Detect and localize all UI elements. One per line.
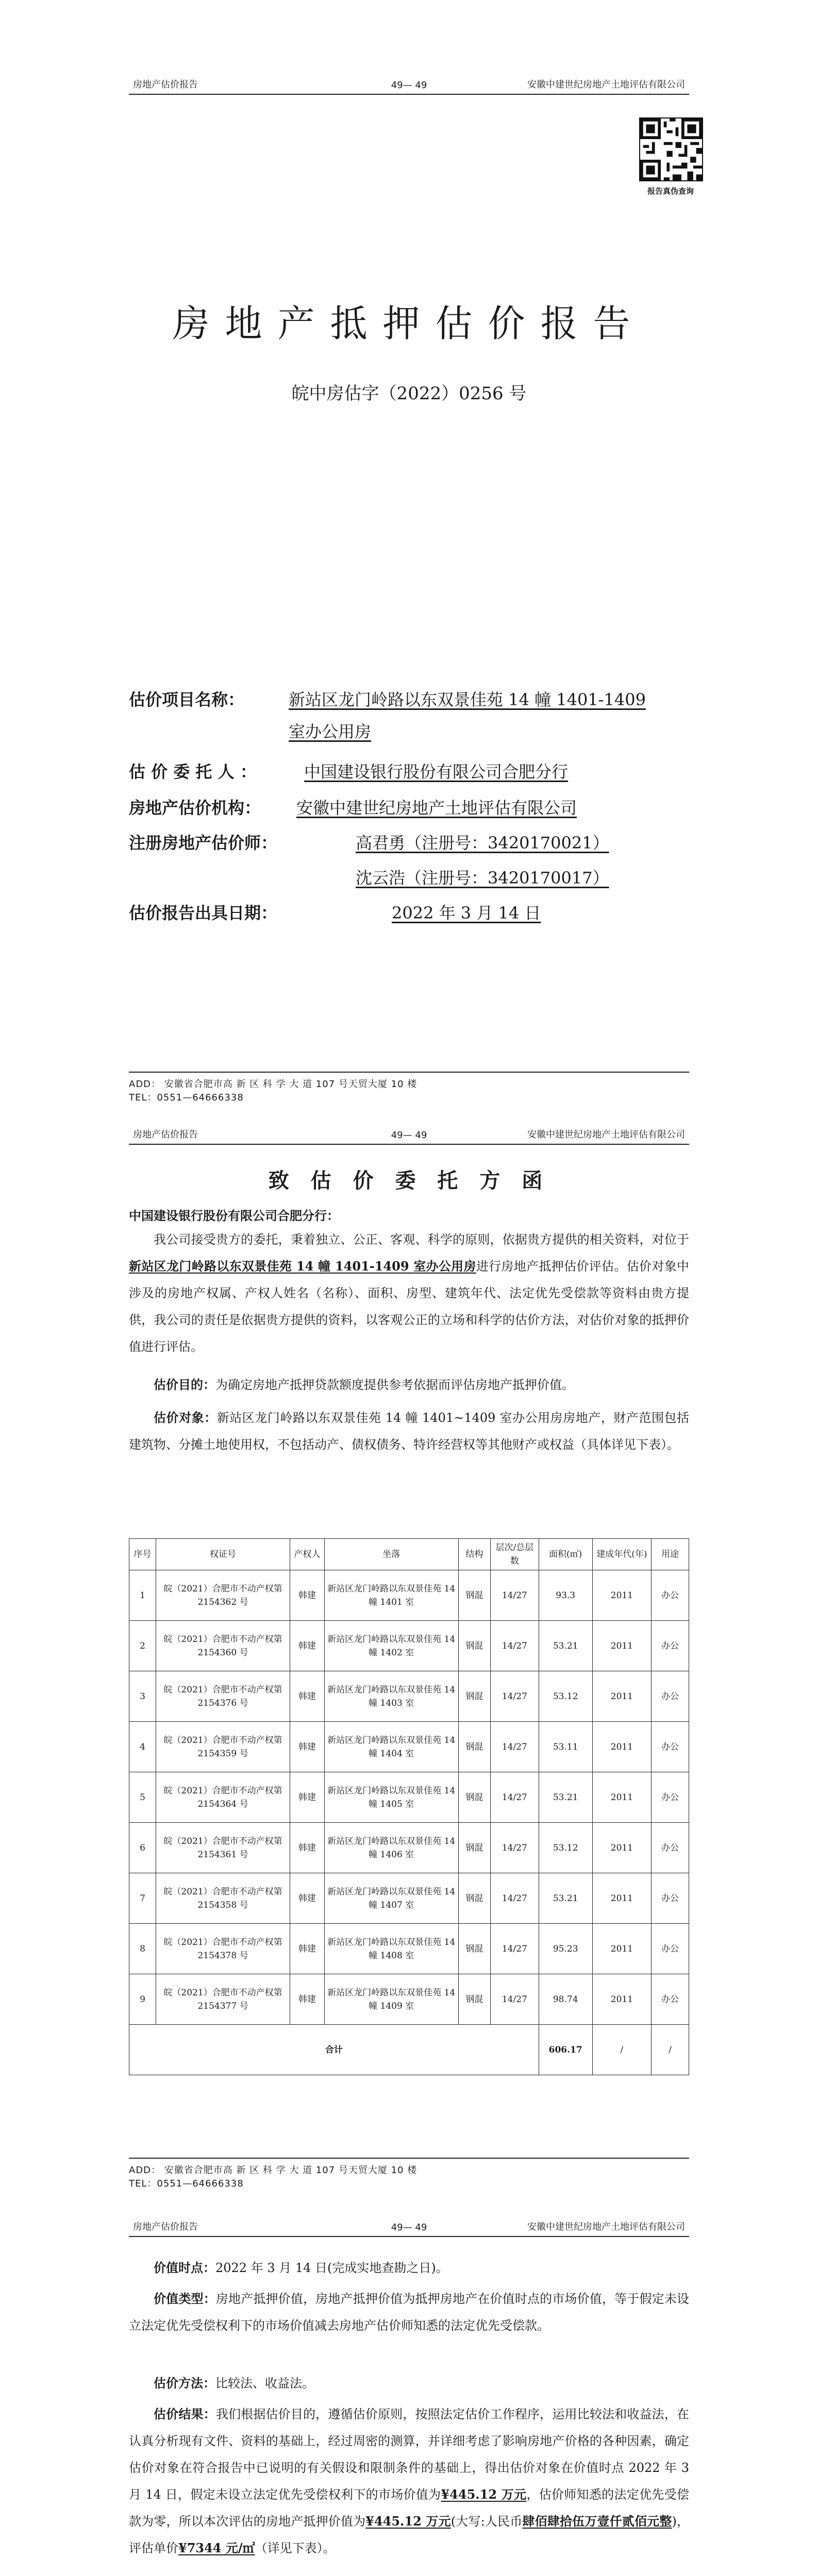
cell-use: 办公 [652, 1924, 689, 1974]
table-row [129, 1772, 689, 1823]
cell-use: 办公 [652, 1621, 689, 1671]
cell-year: 2011 [592, 1873, 651, 1924]
cell-owner: 韩建 [290, 1621, 325, 1671]
cell-year: 2011 [592, 1722, 651, 1772]
cell-cert: 皖（2021）合肥市不动产权第 2154378 号 [156, 1924, 290, 1974]
cell-use: 办公 [652, 1974, 689, 2025]
footer-address: ADD： 安徽省合肥市高 新 区 科 学 大 道 107 号天贸大厦 10 楼 [129, 2165, 418, 2176]
cell-owner: 韩建 [290, 1873, 325, 1924]
cell-no: 8 [129, 1924, 156, 1974]
cell-struct: 钢混 [458, 1823, 490, 1873]
cell-floor: 14/27 [491, 1772, 539, 1823]
cell-struct: 钢混 [458, 1772, 490, 1823]
total-dash-2: / [652, 2025, 689, 2075]
property-table [129, 1538, 689, 2075]
value-page [0, 2221, 818, 2576]
cell-loc: 新站区龙门岭路以东双景佳苑 14 幢 1404 室 [324, 1722, 458, 1772]
page-header [129, 77, 689, 95]
page-header [129, 2219, 689, 2237]
th-floor: 层次/总层数 [491, 1539, 539, 1570]
cell-area: 53.12 [539, 1823, 592, 1873]
cell-no: 6 [129, 1823, 156, 1873]
value-time-paragraph: 价值时点：2022 年 3 月 14 日(完成实地查勘之日)。 [154, 2260, 448, 2275]
cell-cert: 皖（2021）合肥市不动产权第 2154359 号 [156, 1722, 290, 1772]
cell-floor: 14/27 [491, 1823, 539, 1873]
cell-struct: 钢混 [458, 1722, 490, 1772]
cell-no: 7 [129, 1873, 156, 1924]
total-area: 606.17 [539, 2025, 592, 2075]
total-label: 合计 [129, 2025, 539, 2075]
cell-no: 9 [129, 1974, 156, 2025]
table-total-row [129, 2025, 689, 2075]
cell-struct: 钢混 [458, 1974, 490, 2025]
cell-area: 53.12 [539, 1671, 592, 1722]
cell-floor: 14/27 [491, 1873, 539, 1924]
table-row [129, 1823, 689, 1873]
th-no: 序号 [129, 1539, 156, 1570]
page-footer [129, 2158, 689, 2194]
header-page-number: 49— 49 [391, 1130, 427, 1141]
cell-floor: 14/27 [491, 1570, 539, 1621]
header-left: 房地产估价报告 [133, 2222, 198, 2232]
cell-loc: 新站区龙门岭路以东双景佳苑 14 幢 1408 室 [324, 1924, 458, 1974]
cell-no: 3 [129, 1671, 156, 1722]
agency-value: 安徽中建世纪房地产土地评估有限公司 [296, 798, 577, 818]
cell-cert: 皖（2021）合肥市不动产权第 2154377 号 [156, 1974, 290, 2025]
cell-year: 2011 [592, 1621, 651, 1671]
cell-use: 办公 [652, 1772, 689, 1823]
cell-year: 2011 [592, 1823, 651, 1873]
cell-loc: 新站区龙门岭路以东双景佳苑 14 幢 1406 室 [324, 1823, 458, 1873]
cell-owner: 韩建 [290, 1570, 325, 1621]
cell-cert: 皖（2021）合肥市不动产权第 2154358 号 [156, 1873, 290, 1924]
cell-floor: 14/27 [491, 1671, 539, 1722]
cell-loc: 新站区龙门岭路以东双景佳苑 14 幢 1402 室 [324, 1621, 458, 1671]
cell-area: 53.21 [539, 1873, 592, 1924]
header-company: 安徽中建世纪房地产土地评估有限公司 [527, 2222, 685, 2232]
letter-title: 致 估 价 委 托 方 函 [268, 1168, 550, 1193]
project-label: 估价项目名称： [129, 690, 245, 709]
letter-page [0, 1128, 818, 2221]
cell-year: 2011 [592, 1924, 651, 1974]
cell-struct: 钢混 [458, 1671, 490, 1722]
cell-area: 98.74 [539, 1974, 592, 2025]
cell-cert: 皖（2021）合肥市不动产权第 2154362 号 [156, 1570, 290, 1621]
letter-paragraph-1: 我公司接受贵方的委托，秉着独立、公正、客观、科学的原则，依据贵方提供的相关资料，对位于新站区龙门岭路以东双景佳苑 14 幢 1401-1409 室办公用房进行房地产抵押估价评估。估价对象中涉及的房地产权属、产权人姓名（名称）、面积、房型、建筑年代、法定优先受偿款等资料由贵方提供，我公司的责任是依据贵方提供的资料，以客观公正的立场和科学的估价方法，对估价对象的抵押价值进行评估。 [129, 1232, 690, 1354]
cell-loc: 新站区龙门岭路以东双景佳苑 14 幢 1409 室 [324, 1974, 458, 2025]
cell-use: 办公 [652, 1570, 689, 1621]
table-row [129, 1671, 689, 1722]
cell-floor: 14/27 [491, 1722, 539, 1772]
qr-caption: 报告真伪查询 [647, 187, 694, 196]
cell-no: 4 [129, 1722, 156, 1772]
cell-area: 53.11 [539, 1722, 592, 1772]
cell-area: 95.23 [539, 1924, 592, 1974]
cell-cert: 皖（2021）合肥市不动产权第 2154361 号 [156, 1823, 290, 1873]
th-owner: 产权人 [290, 1539, 325, 1570]
header-page-number: 49— 49 [391, 2222, 427, 2233]
purpose-paragraph: 估价目的：为确定房地产抵押贷款额度提供参考依据而评估房地产抵押价值。 [154, 1377, 574, 1392]
page-footer [129, 1072, 689, 1108]
cell-loc: 新站区龙门岭路以东双景佳苑 14 幢 1405 室 [324, 1772, 458, 1823]
cell-owner: 韩建 [290, 1772, 325, 1823]
appraiser-label: 注册房地产估价师： [129, 833, 278, 853]
cell-use: 办公 [652, 1722, 689, 1772]
table-row [129, 1924, 689, 1974]
table-row [129, 1974, 689, 2025]
project-value-line2: 室办公用房 [289, 722, 372, 741]
report-title: 房地产抵押估价报告 [172, 302, 646, 345]
cell-owner: 韩建 [290, 1924, 325, 1974]
table-row [129, 1722, 689, 1772]
th-use: 用途 [652, 1539, 689, 1570]
cell-struct: 钢混 [458, 1924, 490, 1974]
th-area: 面积(㎡) [539, 1539, 592, 1570]
client-label: 估 价 委 托 人 ： [129, 762, 257, 782]
table-header-row [129, 1539, 689, 1570]
th-cert: 权证号 [156, 1539, 290, 1570]
th-structure: 结构 [458, 1539, 490, 1570]
cell-struct: 钢混 [458, 1873, 490, 1924]
cell-year: 2011 [592, 1671, 651, 1722]
cell-owner: 韩建 [290, 1671, 325, 1722]
agency-label: 房地产估价机构： [129, 798, 261, 818]
footer-tel: TEL：0551—64666338 [129, 2178, 244, 2189]
cell-cert: 皖（2021）合肥市不动产权第 2154360 号 [156, 1621, 290, 1671]
appraiser-2: 沈云浩（注册号：3420170017） [356, 868, 609, 888]
cover-page [0, 0, 818, 1128]
cell-use: 办公 [652, 1671, 689, 1722]
header-company: 安徽中建世纪房地产土地评估有限公司 [527, 79, 685, 90]
cell-cert: 皖（2021）合肥市不动产权第 2154376 号 [156, 1671, 290, 1722]
date-label: 估价报告出具日期： [129, 903, 278, 923]
result-paragraph: 估价结果：我们根据估价目的，遵循估价原则，按照法定估价工作程序，运用比较法和收益法，在认真分析现有文件、资料的基础上，经过周密的测算，并详细考虑了影响房地产价格的各种因素，确定估价对象在符合报告中已说明的有关假设和限制条件的基础上，得出估价对象在价值时点 2022 年 3 月 14 日，假定未设立法定优先受偿权利下的市场价值为¥445.12 万元，估价师知悉的法定优先受偿款为零，所以本次评估的房地产抵押价值为¥445.12 万元(大写:人民币肆佰肆拾伍万壹仟贰佰元整)，评估单价¥7344 元/㎡（详见下表）。 [129, 2406, 690, 2555]
th-location: 坐落 [324, 1539, 458, 1570]
cell-floor: 14/27 [491, 1924, 539, 1974]
table-row [129, 1570, 689, 1621]
header-left: 房地产估价报告 [133, 79, 198, 90]
cell-owner: 韩建 [290, 1974, 325, 2025]
object-paragraph: 估价对象：新站区龙门岭路以东双景佳苑 14 幢 1401~1409 室办公用房房地产，财产范围包括建筑物、分摊土地使用权，不包括动产、债权债务、特许经营权等其他财产或权益（具体详见下表）。 [129, 1410, 690, 1452]
cell-area: 93.3 [539, 1570, 592, 1621]
value-type-paragraph: 价值类型：房地产抵押价值，房地产抵押价值为抵押房地产在价值时点的市场价值，等于假定未设立法定优先受偿权利下的市场价值减去房地产估价师知悉的法定优先受偿款。 [129, 2291, 690, 2333]
qr-code-icon[interactable] [639, 117, 703, 181]
cell-owner: 韩建 [290, 1722, 325, 1772]
cell-floor: 14/27 [491, 1621, 539, 1671]
header-company: 安徽中建世纪房地产土地评估有限公司 [527, 1129, 685, 1140]
cell-area: 53.21 [539, 1621, 592, 1671]
cell-year: 2011 [592, 1974, 651, 2025]
header-left: 房地产估价报告 [133, 1129, 198, 1140]
th-year: 建成年代(年) [592, 1539, 651, 1570]
cell-floor: 14/27 [491, 1974, 539, 2025]
cell-owner: 韩建 [290, 1823, 325, 1873]
cell-no: 2 [129, 1621, 156, 1671]
footer-address: ADD： 安徽省合肥市高 新 区 科 学 大 道 107 号天贸大厦 10 楼 [129, 1079, 418, 1090]
date-value: 2022 年 3 月 14 日 [392, 903, 541, 923]
cell-use: 办公 [652, 1823, 689, 1873]
header-page-number: 49— 49 [391, 80, 427, 91]
cell-loc: 新站区龙门岭路以东双景佳苑 14 幢 1403 室 [324, 1671, 458, 1722]
cell-struct: 钢混 [458, 1570, 490, 1621]
cell-loc: 新站区龙门岭路以东双景佳苑 14 幢 1407 室 [324, 1873, 458, 1924]
project-value-line1: 新站区龙门岭路以东双景佳苑 14 幢 1401-1409 [289, 690, 646, 709]
footer-tel: TEL：0551—64666338 [129, 1092, 244, 1103]
page-header [129, 1127, 689, 1145]
appraiser-1: 高君勇（注册号：3420170021） [356, 833, 609, 853]
cell-year: 2011 [592, 1772, 651, 1823]
cell-area: 53.21 [539, 1772, 592, 1823]
cell-no: 5 [129, 1772, 156, 1823]
client-value: 中国建设银行股份有限公司合肥分行 [304, 762, 569, 782]
method-paragraph: 估价方法：比较法、收益法。 [154, 2376, 314, 2391]
table-row [129, 1621, 689, 1671]
total-dash-1: / [592, 2025, 651, 2075]
table-row [129, 1873, 689, 1924]
cell-loc: 新站区龙门岭路以东双景佳苑 14 幢 1401 室 [324, 1570, 458, 1621]
cell-no: 1 [129, 1570, 156, 1621]
cell-cert: 皖（2021）合肥市不动产权第 2154364 号 [156, 1772, 290, 1823]
cell-use: 办公 [652, 1873, 689, 1924]
addressee: 中国建设银行股份有限公司合肥分行： [129, 1208, 339, 1223]
report-number: 皖中房估字（2022）0256 号 [291, 383, 527, 404]
cell-struct: 钢混 [458, 1621, 490, 1671]
cell-year: 2011 [592, 1570, 651, 1621]
